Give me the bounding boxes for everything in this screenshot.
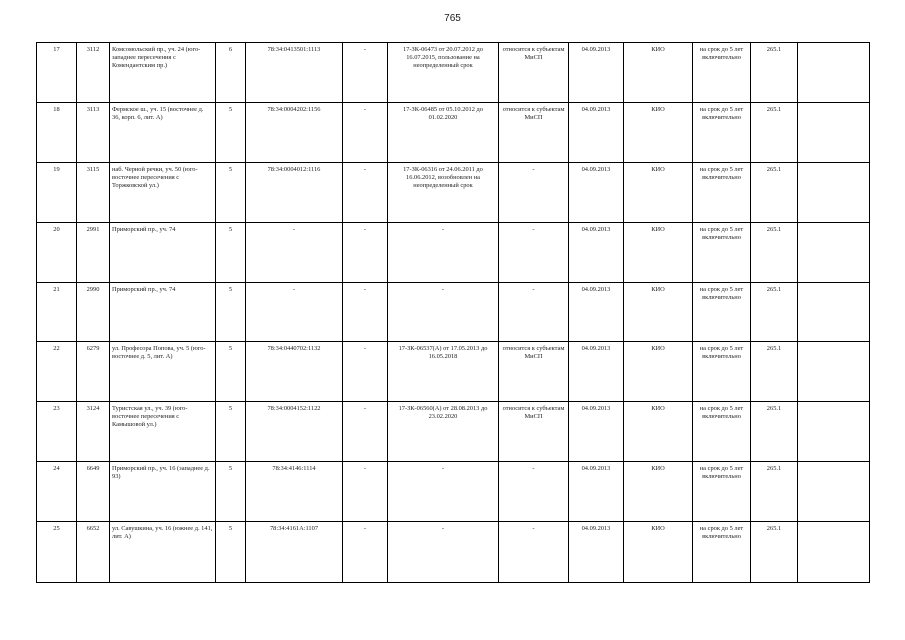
object-id-cell: 3112 [77, 43, 110, 103]
row-number-cell: 18 [37, 102, 77, 162]
dash-cell: - [343, 162, 388, 222]
table-row [37, 162, 870, 222]
empty-cell [798, 402, 870, 462]
zone-cell: 5 [216, 342, 246, 402]
object-id-cell: 2990 [77, 282, 110, 342]
code-cell: 265.1 [751, 43, 798, 103]
address-cell: ул. Савушкина, уч. 16 (южнее д. 141, лит. А) [110, 522, 216, 583]
table-row [37, 43, 870, 103]
department-cell: КИО [624, 342, 693, 402]
address-cell: Приморский пр., уч. 74 [110, 282, 216, 342]
empty-cell [798, 43, 870, 103]
cadastral-number-cell: - [246, 222, 343, 282]
object-id-cell: 6649 [77, 462, 110, 522]
dash-cell: - [343, 342, 388, 402]
address-cell: ул. Професора Попова, уч. 5 (юго-восточнее д. 5, лит. А) [110, 342, 216, 402]
cadastral-number-cell: 78:34:4146:1114 [246, 462, 343, 522]
code-cell: 265.1 [751, 282, 798, 342]
zone-cell: 6 [216, 43, 246, 103]
dash-cell: - [343, 282, 388, 342]
empty-cell [798, 222, 870, 282]
cadastral-number-cell: 78:34:0004202:1156 [246, 102, 343, 162]
term-cell: на срок до 5 лет включительно [693, 342, 751, 402]
term-cell: на срок до 5 лет включительно [693, 43, 751, 103]
cadastral-number-cell: 78:34:0413501:1113 [246, 43, 343, 103]
code-cell: 265.1 [751, 342, 798, 402]
object-id-cell: 2991 [77, 222, 110, 282]
row-number-cell: 20 [37, 222, 77, 282]
address-cell: Фермское ш., уч. 15 (восточнее д. 36, корп. 6, лит. А) [110, 102, 216, 162]
cadastral-number-cell: 78:34:0440702:1132 [246, 342, 343, 402]
dash-cell: - [343, 522, 388, 583]
table-row [37, 342, 870, 402]
code-cell: 265.1 [751, 462, 798, 522]
code-cell: 265.1 [751, 402, 798, 462]
cadastral-number-cell: 78:34:0004012:1116 [246, 162, 343, 222]
code-cell: 265.1 [751, 222, 798, 282]
address-cell: наб. Черной речки, уч. 50 (юго-восточнее пересечения с Торжковской ул.) [110, 162, 216, 222]
empty-cell [798, 282, 870, 342]
page-number: 765 [444, 13, 461, 24]
dash-cell: - [343, 43, 388, 103]
department-cell: КИО [624, 43, 693, 103]
table-row [37, 102, 870, 162]
empty-cell [798, 522, 870, 583]
registry-table [36, 42, 870, 583]
category-cell: относится к субъектам МиСП [499, 102, 569, 162]
code-cell: 265.1 [751, 102, 798, 162]
department-cell: КИО [624, 462, 693, 522]
cadastral-number-cell: - [246, 282, 343, 342]
date-cell: 04.09.2013 [569, 462, 624, 522]
dash-cell: - [343, 102, 388, 162]
zone-cell: 5 [216, 402, 246, 462]
decision-cell: 17-ЗК-06473 от 20.07.2012 до 16.07.2015, пользование на неопределенный срок [388, 43, 499, 103]
row-number-cell: 25 [37, 522, 77, 583]
code-cell: 265.1 [751, 522, 798, 583]
department-cell: КИО [624, 102, 693, 162]
object-id-cell: 6652 [77, 522, 110, 583]
row-number-cell: 23 [37, 402, 77, 462]
empty-cell [798, 342, 870, 402]
category-cell: - [499, 522, 569, 583]
term-cell: на срок до 5 лет включительно [693, 522, 751, 583]
cadastral-number-cell: 78:34:0004152:1122 [246, 402, 343, 462]
category-cell: относится к субъектам МиСП [499, 402, 569, 462]
object-id-cell: 6279 [77, 342, 110, 402]
decision-cell: 17-ЗК-06560(А) от 28.08.2013 до 23.02.2020 [388, 402, 499, 462]
category-cell: относится к субъектам МиСП [499, 342, 569, 402]
zone-cell: 5 [216, 162, 246, 222]
zone-cell: 5 [216, 282, 246, 342]
date-cell: 04.09.2013 [569, 162, 624, 222]
decision-cell: 17-ЗК-06485 от 05.10.2012 до 01.02.2020 [388, 102, 499, 162]
zone-cell: 5 [216, 462, 246, 522]
decision-cell: - [388, 282, 499, 342]
address-cell: Приморский пр., уч. 16 (западнее д. 93) [110, 462, 216, 522]
zone-cell: 5 [216, 102, 246, 162]
table-row [37, 222, 870, 282]
address-cell: Приморский пр., уч. 74 [110, 222, 216, 282]
department-cell: КИО [624, 402, 693, 462]
dash-cell: - [343, 402, 388, 462]
table-row [37, 402, 870, 462]
row-number-cell: 17 [37, 43, 77, 103]
category-cell: - [499, 282, 569, 342]
decision-cell: 17-ЗК-06316 от 24.06.2011 до 16.06.2012, возобновлен на неопределенный срок [388, 162, 499, 222]
zone-cell: 5 [216, 222, 246, 282]
category-cell: - [499, 462, 569, 522]
dash-cell: - [343, 462, 388, 522]
date-cell: 04.09.2013 [569, 342, 624, 402]
table-row [37, 282, 870, 342]
category-cell: - [499, 162, 569, 222]
date-cell: 04.09.2013 [569, 282, 624, 342]
date-cell: 04.09.2013 [569, 402, 624, 462]
date-cell: 04.09.2013 [569, 102, 624, 162]
decision-cell: 17-ЗК-06537(А) от 17.05.2013 до 16.05.2018 [388, 342, 499, 402]
address-cell: Комсомольский пр., уч. 24 (юго-западнее пересечения с Комендантским пр.) [110, 43, 216, 103]
table-row [37, 522, 870, 583]
zone-cell: 5 [216, 522, 246, 583]
category-cell: относится к субъектам МиСП [499, 43, 569, 103]
department-cell: КИО [624, 222, 693, 282]
decision-cell: - [388, 462, 499, 522]
empty-cell [798, 462, 870, 522]
term-cell: на срок до 5 лет включительно [693, 162, 751, 222]
row-number-cell: 24 [37, 462, 77, 522]
cadastral-number-cell: 78:34:4161А:1107 [246, 522, 343, 583]
category-cell: - [499, 222, 569, 282]
term-cell: на срок до 5 лет включительно [693, 462, 751, 522]
object-id-cell: 3124 [77, 402, 110, 462]
date-cell: 04.09.2013 [569, 43, 624, 103]
decision-cell: - [388, 522, 499, 583]
term-cell: на срок до 5 лет включительно [693, 282, 751, 342]
term-cell: на срок до 5 лет включительно [693, 102, 751, 162]
dash-cell: - [343, 222, 388, 282]
row-number-cell: 21 [37, 282, 77, 342]
empty-cell [798, 162, 870, 222]
department-cell: КИО [624, 522, 693, 583]
empty-cell [798, 102, 870, 162]
department-cell: КИО [624, 282, 693, 342]
date-cell: 04.09.2013 [569, 522, 624, 583]
department-cell: КИО [624, 162, 693, 222]
address-cell: Туристская ул., уч. 39 (юго-восточнее пересечения с Камышовой ул.) [110, 402, 216, 462]
row-number-cell: 22 [37, 342, 77, 402]
term-cell: на срок до 5 лет включительно [693, 402, 751, 462]
row-number-cell: 19 [37, 162, 77, 222]
object-id-cell: 3115 [77, 162, 110, 222]
date-cell: 04.09.2013 [569, 222, 624, 282]
table-row [37, 462, 870, 522]
decision-cell: - [388, 222, 499, 282]
term-cell: на срок до 5 лет включительно [693, 222, 751, 282]
code-cell: 265.1 [751, 162, 798, 222]
object-id-cell: 3113 [77, 102, 110, 162]
